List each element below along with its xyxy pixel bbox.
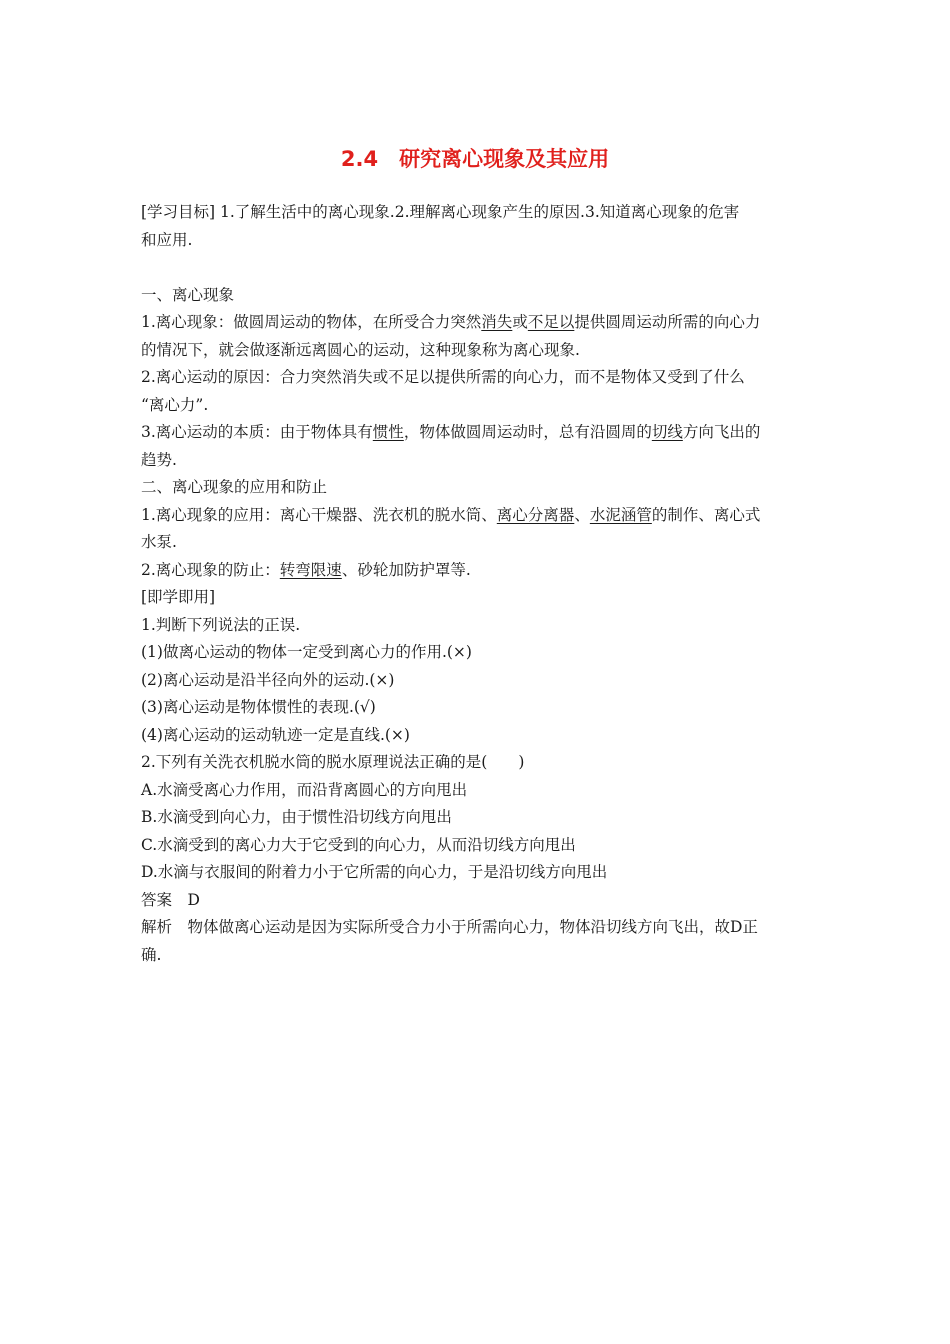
fill-blank-answer: 转弯限速 — [279, 560, 342, 579]
paragraph-definition-line-1 — [141, 309, 813, 337]
analysis-line-2: 确. — [141, 945, 162, 964]
paragraph-prevention — [141, 557, 813, 585]
answer: 答案 D — [141, 890, 200, 909]
learning-objectives-line-2: 和应用. — [141, 230, 193, 249]
option-c: C.水滴受到的离心力大于它受到的向心力，从而沿切线方向甩出 — [141, 835, 576, 854]
text-run: 1.离心现象的应用：离心干燥器、洗衣机的脱水筒、 — [141, 505, 497, 524]
text-run: ，物体做圆周运动时，总有沿圆周的 — [403, 423, 652, 441]
text-run: 提供圆周运动所需的向心力 — [574, 313, 761, 331]
fill-blank-answer: 水泥涵管 — [589, 505, 652, 524]
paragraph-applications-line-1 — [141, 502, 813, 530]
paragraph-essence-line-1 — [141, 419, 813, 447]
text-run: 、砂轮加防护罩等. — [341, 560, 471, 579]
paragraph-essence-line-2: 趋势. — [141, 450, 177, 469]
text-run: 2.离心现象的防止： — [141, 560, 280, 579]
text-run: 、 — [574, 505, 590, 524]
question-1: 1.判断下列说法的正误. — [141, 615, 301, 634]
learning-objectives-line-1: [学习目标] 1.了解生活中的离心现象.2.理解离心现象产生的原因.3.知道离心现象的危害 — [141, 203, 740, 221]
statement-4: (4)离心运动的运动轨迹一定是直线.(×) — [141, 725, 410, 744]
fill-blank-answer: 不足以 — [527, 313, 575, 331]
paragraph-cause-line-1: 2.离心运动的原因：合力突然消失或不足以提供所需的向心力，而不是物体又受到了什么 — [141, 368, 745, 386]
statement-2: (2)离心运动是沿半径向外的运动.(×) — [141, 670, 395, 689]
section-heading-applications: 二、离心现象的应用和防止 — [141, 478, 328, 496]
statement-1: (1)做离心运动的物体一定受到离心力的作用.(×) — [141, 643, 472, 661]
paragraph-applications-line-2: 水泵. — [141, 533, 177, 551]
text-run: 方向飞出的 — [682, 423, 761, 441]
paragraph-cause-line-2: “离心力”. — [141, 395, 209, 414]
paragraph-definition-line-2: 的情况下，就会做逐渐远离圆心的运动，这种现象称为离心现象. — [141, 340, 580, 359]
option-a: A.水滴受离心力作用，而沿背离圆心的方向甩出 — [141, 780, 468, 799]
option-b: B.水滴受到向心力，由于惯性沿切线方向甩出 — [141, 808, 452, 826]
option-d: D.水滴与衣服间的附着力小于它所需的向心力，于是沿切线方向甩出 — [141, 863, 608, 881]
practice-heading: [即学即用] — [141, 588, 216, 606]
spacer — [141, 254, 813, 282]
analysis-line-1: 解析 物体做离心运动是因为实际所受合力小于所需向心力，物体沿切线方向飞出，故D正 — [141, 918, 758, 936]
question-2: 2.下列有关洗衣机脱水筒的脱水原理说法正确的是( ) — [141, 753, 525, 771]
fill-blank-answer: 离心分离器 — [496, 505, 575, 524]
text-run: 3.离心运动的本质：由于物体具有 — [141, 423, 373, 441]
section-heading-centrifugal: 一、离心现象 — [141, 285, 235, 304]
page-title: 2.4 研究离心现象及其应用 — [340, 147, 610, 171]
fill-blank-answer: 切线 — [651, 423, 683, 441]
fill-blank-answer: 惯性 — [372, 423, 404, 441]
text-run: 的制作、离心式 — [651, 505, 761, 524]
document-body — [141, 199, 813, 969]
text-run: 或 — [512, 313, 528, 331]
text-run: 1.离心现象：做圆周运动的物体，在所受合力突然 — [141, 313, 482, 331]
statement-3: (3)离心运动是物体惯性的表现.(√) — [141, 698, 376, 716]
fill-blank-answer: 消失 — [481, 313, 513, 331]
